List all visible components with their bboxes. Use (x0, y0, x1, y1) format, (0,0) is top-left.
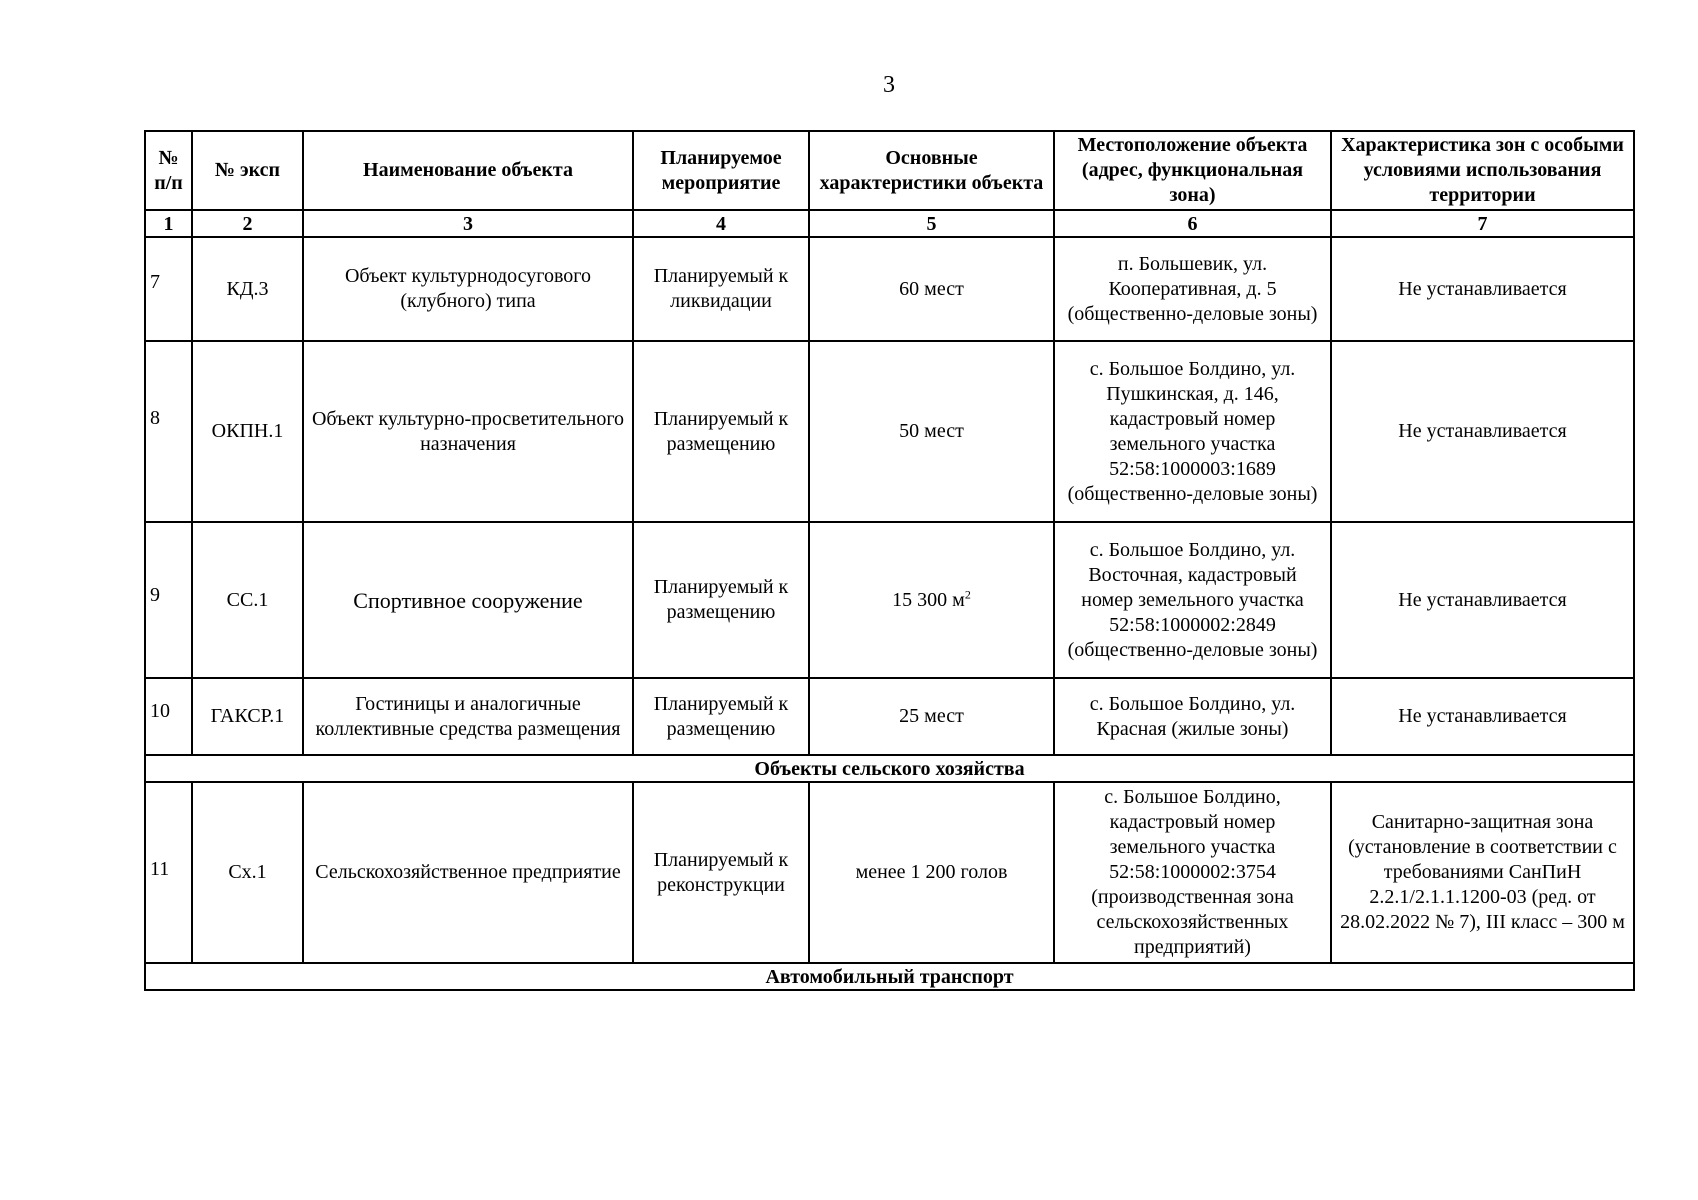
table-row (145, 782, 1634, 963)
row-location: с. Большое Болдино, ул. Пушкинская, д. 146, кадастровый номер земельного участка 52:58:1000003:1689 (общественно-деловые зоны) (1054, 341, 1331, 522)
row-location: п. Большевик, ул. Кооперативная, д. 5 (общественно-деловые зоны) (1054, 237, 1331, 341)
row-location: с. Большое Болдино, ул. Красная (жилые зоны) (1054, 678, 1331, 755)
row-number: 7 (145, 237, 192, 341)
page-number: 3 (883, 72, 895, 98)
header-name: Наименование объекта (303, 131, 633, 210)
header-row (145, 131, 1634, 210)
row-zone: Не устанавливается (1331, 522, 1634, 678)
row-characteristics: 50 мест (809, 341, 1054, 522)
row-number: 11 (145, 782, 192, 963)
column-number: 4 (633, 210, 809, 237)
section-title-transport: Автомобильный транспорт (145, 963, 1634, 990)
header-num: № п/п (145, 131, 192, 210)
header-location: Местоположение объекта (адрес, функциональная зона) (1054, 131, 1331, 210)
row-name: Спортивное сооружение (303, 522, 633, 678)
column-number: 2 (192, 210, 303, 237)
header-characteristics: Основные характеристики объекта (809, 131, 1054, 210)
row-name: Сельскохозяйственное предприятие (303, 782, 633, 963)
row-number: 8 (145, 341, 192, 522)
row-characteristics (809, 522, 1054, 678)
table-row (145, 522, 1634, 678)
row-action: Планируемый к размещению (633, 678, 809, 755)
column-number: 1 (145, 210, 192, 237)
row-zone: Не устанавливается (1331, 237, 1634, 341)
row-code: Сх.1 (192, 782, 303, 963)
table-row (145, 341, 1634, 522)
row-zone: Не устанавливается (1331, 678, 1634, 755)
row-number: 10 (145, 678, 192, 755)
row-name: Объект культурнодосугового (клубного) типа (303, 237, 633, 341)
row-location: с. Большое Болдино, кадастровый номер земельного участка 52:58:1000002:3754 (производственная зона сельскохозяйственных предприятий) (1054, 782, 1331, 963)
section-title-agriculture: Объекты сельского хозяйства (145, 755, 1634, 782)
section-row (145, 755, 1634, 782)
row-code: СС.1 (192, 522, 303, 678)
column-number: 5 (809, 210, 1054, 237)
row-location: с. Большое Болдино, ул. Восточная, кадастровый номер земельного участка 52:58:1000002:2849 (общественно-деловые зоны) (1054, 522, 1331, 678)
column-number: 3 (303, 210, 633, 237)
table-row (145, 678, 1634, 755)
row-action: Планируемый к реконструкции (633, 782, 809, 963)
header-action: Планируемое мероприятие (633, 131, 809, 210)
row-action: Планируемый к ликвидации (633, 237, 809, 341)
row-code: ГАКСР.1 (192, 678, 303, 755)
row-name: Гостиницы и аналогичные коллективные средства размещения (303, 678, 633, 755)
row-action: Планируемый к размещению (633, 522, 809, 678)
row-characteristics: менее 1 200 голов (809, 782, 1054, 963)
superscript: 2 (964, 586, 971, 601)
objects-table (144, 130, 1635, 991)
row-code: ОКПН.1 (192, 341, 303, 522)
row-zone: Санитарно-защитная зона (установление в соответствии с требованиями СанПиН 2.2.1/2.1.1.1200-03 (ред. от 28.02.2022 № 7), III класс – 300 м (1331, 782, 1634, 963)
section-row (145, 963, 1634, 990)
row-zone: Не устанавливается (1331, 341, 1634, 522)
row-characteristics: 25 мест (809, 678, 1054, 755)
row-number: 9 (145, 522, 192, 678)
characteristics-value: 15 300 м (892, 588, 965, 611)
header-code: № эксп (192, 131, 303, 210)
column-number: 6 (1054, 210, 1331, 237)
header-zone: Характеристика зон с особыми условиями использования территории (1331, 131, 1634, 210)
row-name: Объект культурно-просветительного назначения (303, 341, 633, 522)
column-numbers-row (145, 210, 1634, 237)
row-code: КД.3 (192, 237, 303, 341)
table-row (145, 237, 1634, 341)
row-characteristics: 60 мест (809, 237, 1054, 341)
column-number: 7 (1331, 210, 1634, 237)
row-action: Планируемый к размещению (633, 341, 809, 522)
